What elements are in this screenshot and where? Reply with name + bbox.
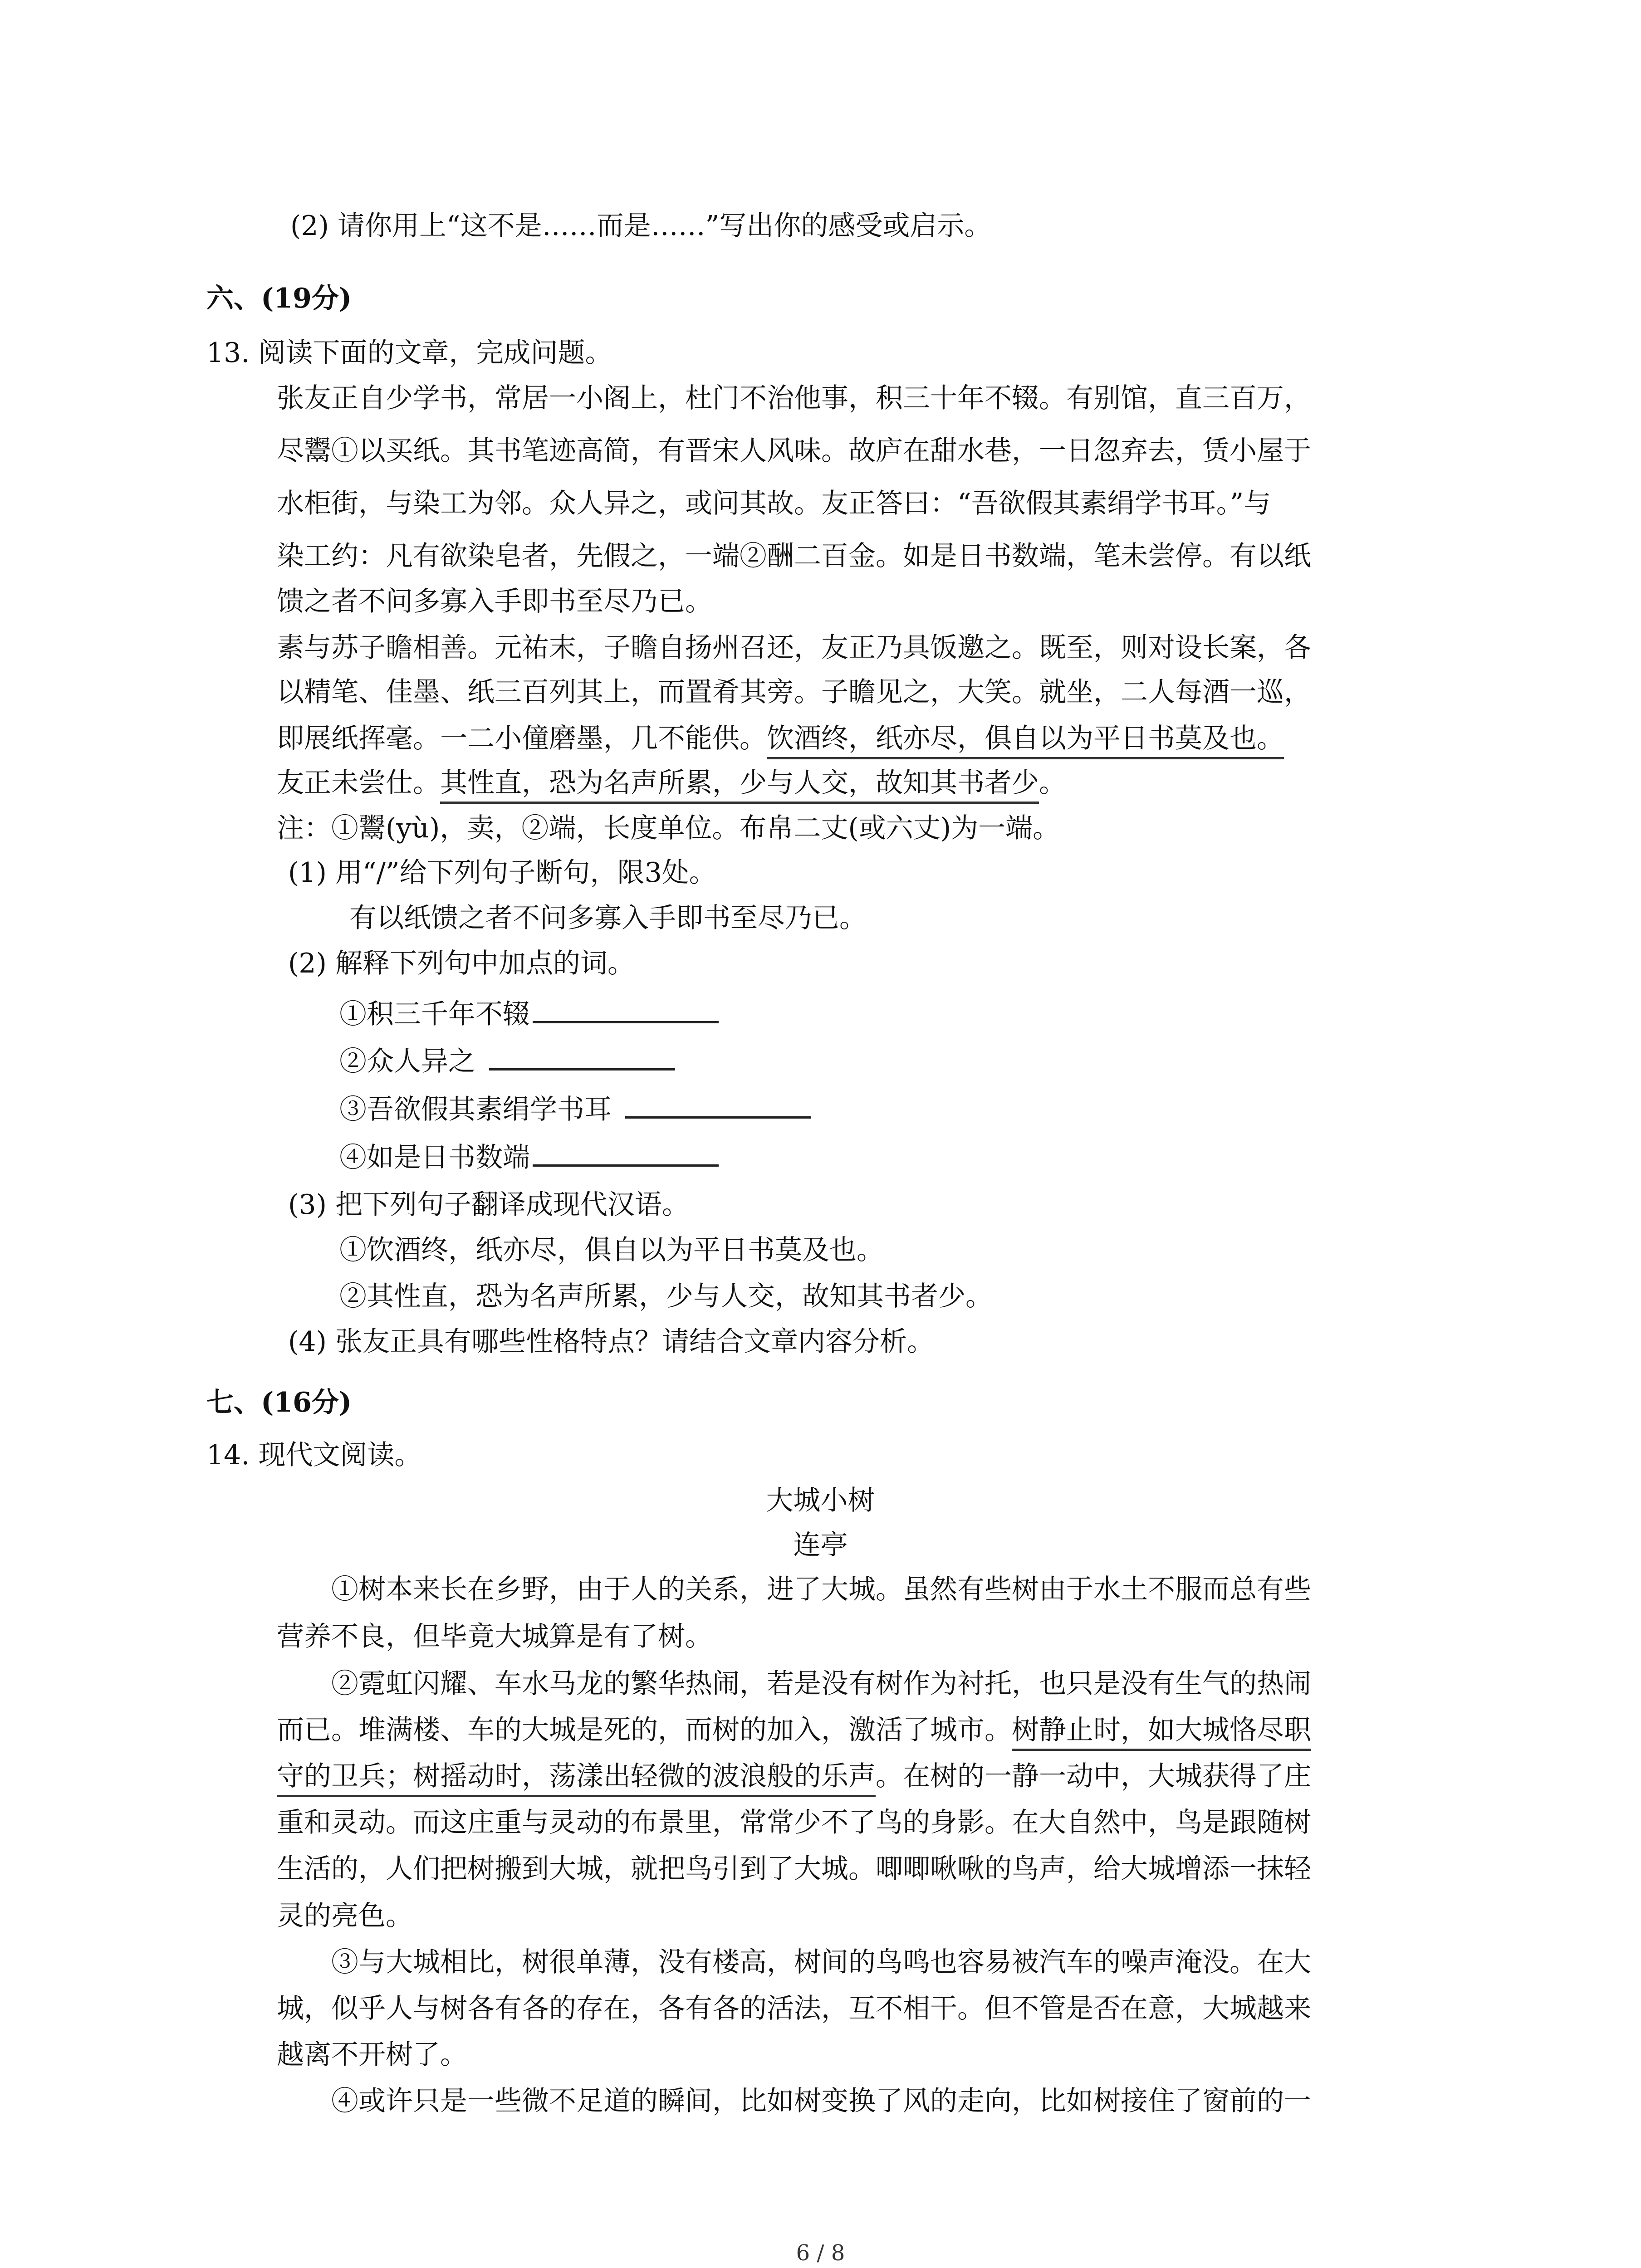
article-line: 灵的亮色。 <box>277 1900 413 1932</box>
article-author: 连亭 <box>793 1529 848 1561</box>
q14-heading: 14. 现代文阅读。 <box>206 1439 422 1471</box>
article-line: ②霓虹闪耀、车水马龙的繁华热闹，若是没有树作为衬托，也只是没有生气的热闹 <box>331 1668 1311 1700</box>
underlined-sentence: 其性直，恐为名声所累，少与人交，故知其书者少 <box>440 767 1039 804</box>
article-line: ①树本来长在乡野，由于人的关系，进了大城。虽然有些树由于水土不服而总有些 <box>331 1574 1311 1605</box>
q13-3-item: ②其性直，恐为名声所累，少与人交，故知其书者少。 <box>339 1281 993 1312</box>
section-6-heading: 六、(19分) <box>206 283 352 314</box>
classical-text-line: 素与苏子瞻相善。元祐末，子瞻自扬州召还，友正乃具饭邀之。既至，则对设长案，各 <box>277 632 1311 664</box>
q13-2-item-text: ②众人异之 <box>339 1046 475 1077</box>
text-segment: 。 <box>1039 767 1066 799</box>
page-number: 6 / 8 <box>796 2240 845 2266</box>
q13-4-prompt: (4) 张友正具有哪些性格特点？请结合文章内容分析。 <box>288 1326 935 1358</box>
article-line: 越离不开树了。 <box>277 2039 467 2071</box>
article-line: 生活的，人们把树搬到大城，就把鸟引到了大城。唧唧啾啾的鸟声，给大城增添一抹轻 <box>277 1853 1311 1885</box>
article-line: ④或许只是一些微不足道的瞬间，比如树变换了风的走向，比如树接住了窗前的一 <box>331 2085 1311 2117</box>
q13-2-item <box>339 1045 675 1078</box>
q13-2-item-text: ①积三千年不辍 <box>339 998 530 1030</box>
article-line: 重和灵动。而这庄重与灵动的布景里，常常少不了鸟的身影。在大自然中，鸟是跟随树 <box>277 1807 1311 1838</box>
q13-1-prompt: (1) 用“/”给下列句子断句，限3处。 <box>288 857 716 889</box>
article-line: 营养不良，但毕竟大城算是有了树。 <box>277 1621 712 1652</box>
classical-text-line: 馈之者不问多寡入手即书至尽乃已。 <box>277 586 712 617</box>
q13-2-item <box>339 1093 811 1126</box>
section-7-heading: 七、(16分) <box>206 1387 352 1418</box>
answer-blank[interactable] <box>625 1114 811 1119</box>
q13-1-sentence: 有以纸馈之者不问多寡入手即书至尽乃已。 <box>349 902 867 934</box>
underlined-sentence: 守的卫兵；树摇动时，荡漾出轻微的波浪般的乐声 <box>277 1760 876 1797</box>
article-title: 大城小树 <box>766 1485 875 1516</box>
q13-2-item <box>339 1141 719 1174</box>
article-line <box>277 1714 1311 1746</box>
underlined-sentence: 树静止时，如大城恪尽职 <box>1012 1714 1311 1751</box>
q13-2-item-text: ③吾欲假其素绢学书耳 <box>339 1094 612 1125</box>
annotation-note: 注：①鬻(yù)，卖，②端，长度单位。布帛二丈(或六丈)为一端。 <box>277 812 1060 844</box>
text-segment: 而已。堆满楼、车的大城是死的，而树的加入，激活了城市。 <box>277 1714 1012 1746</box>
q13-2-item-text: ④如是日书数端 <box>339 1142 530 1173</box>
classical-text-line: 以精笔、佳墨、纸三百列其上，而置肴其旁。子瞻见之，大笑。就坐，二人每酒一巡， <box>277 676 1311 708</box>
classical-text-line: 尽鬻①以买纸。其书笔迹高简，有晋宋人风味。故庐在甜水巷，一日忽弃去，赁小屋于 <box>277 435 1311 467</box>
q12-2-prompt: (2) 请你用上“这不是……而是……”写出你的感受或启示。 <box>290 210 992 242</box>
article-line <box>277 1760 1311 1793</box>
answer-blank[interactable] <box>489 1066 675 1070</box>
q13-2-prompt: (2) 解释下列句中加点的词。 <box>288 948 635 979</box>
classical-text-line: 染工约：凡有欲染皂者，先假之，一端②酬二百金。如是日书数端，笔未尝停。有以纸 <box>277 540 1311 572</box>
answer-blank[interactable] <box>533 1162 719 1167</box>
answer-blank[interactable] <box>533 1018 719 1023</box>
classical-text-line <box>277 722 1284 755</box>
text-segment: 。在树的一静一动中，大城获得了庄 <box>876 1760 1311 1792</box>
text-segment: 即展纸挥毫。一二小僮磨墨，几不能供。 <box>277 723 767 754</box>
article-line: 城，似乎人与树各有各的存在，各有各的活法，互不相干。但不管是否在意，大城越来 <box>277 1993 1311 2024</box>
classical-text-line: 水柜街，与染工为邻。众人异之，或问其故。友正答曰：“吾欲假其素绢学书耳。”与 <box>277 488 1271 519</box>
article-line: ③与大城相比，树很单薄，没有楼高，树间的鸟鸣也容易被汽车的噪声淹没。在大 <box>331 1946 1311 1978</box>
text-segment: 友正未尝仕。 <box>277 767 440 799</box>
q13-3-item: ①饮酒终，纸亦尽，俱自以为平日书莫及也。 <box>339 1234 884 1266</box>
q13-3-prompt: (3) 把下列句子翻译成现代汉语。 <box>288 1189 690 1221</box>
classical-text-line <box>277 767 1066 799</box>
classical-text-line: 张友正自少学书，常居一小阁上，杜门不治他事，积三十年不辍。有别馆，直三百万， <box>277 382 1311 414</box>
underlined-sentence: 饮酒终，纸亦尽，俱自以为平日书莫及也。 <box>767 723 1284 759</box>
q13-2-item <box>339 998 719 1031</box>
q13-heading: 13. 阅读下面的文章，完成问题。 <box>206 337 612 369</box>
